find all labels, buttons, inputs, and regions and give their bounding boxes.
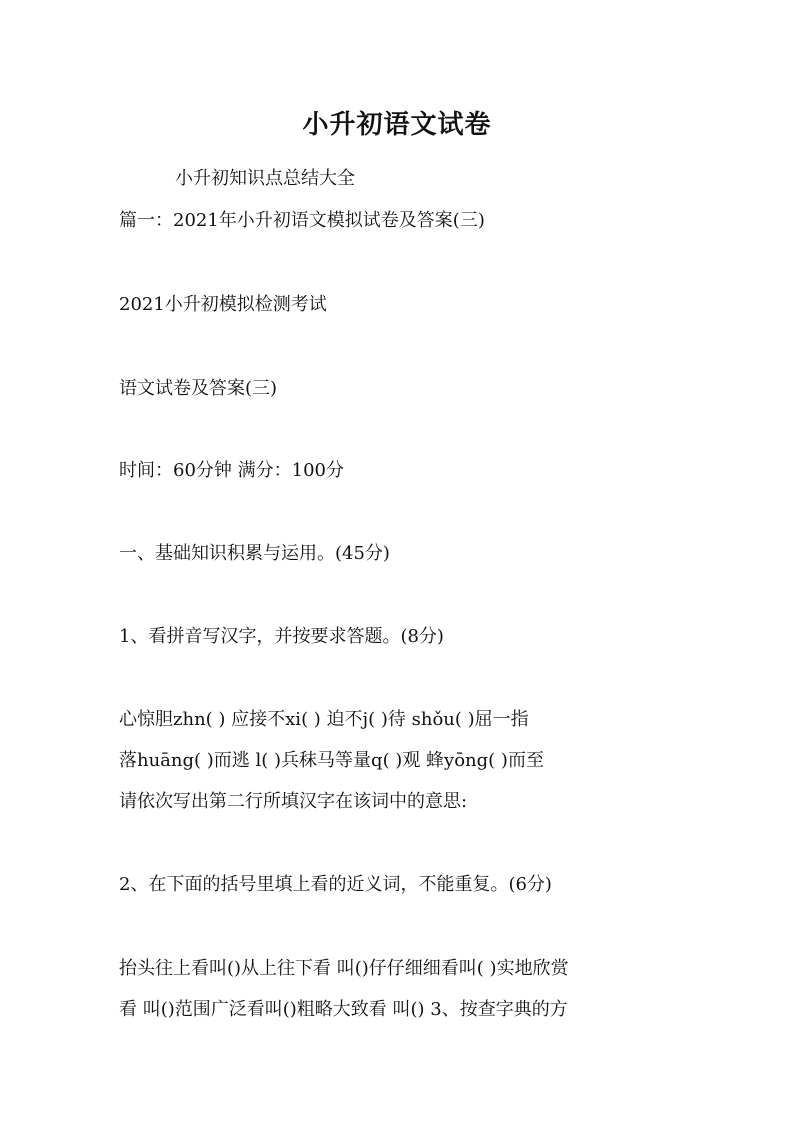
question-2: 2、在下面的括号里填上看的近义词，不能重复。(6分) bbox=[119, 874, 552, 895]
time-score: 时间：60分钟 满分：100分 bbox=[119, 460, 344, 481]
q2-line-2: 看 叫()范围广泛看叫()粗略大致看 叫() 3、按查字典的方 bbox=[119, 999, 568, 1020]
q1-instruction: 请依次写出第二行所填汉字在该词中的意思: bbox=[119, 791, 468, 812]
exam-name: 2021小升初模拟检测考试 bbox=[119, 294, 327, 315]
q2-line-1: 抬头往上看叫()从上往下看 叫()仔仔细细看叫( )实地欣赏 bbox=[119, 958, 569, 979]
section-heading: 一、基础知识积累与运用。(45分) bbox=[119, 543, 390, 564]
q1-pinyin-line-1: 心惊胆zhn( ) 应接不xi( ) 迫不j( )待 shǒu( )屈一指 bbox=[119, 709, 529, 730]
subtitle: 小升初知识点总结大全 bbox=[175, 168, 355, 189]
page-title: 小升初语文试卷 bbox=[302, 110, 492, 140]
q1-pinyin-line-2: 落huāng( )而逃 l( )兵秣马等量q( )观 蜂yōng( )而至 bbox=[119, 750, 544, 771]
article-heading: 篇一：2021年小升初语文模拟试卷及答案(三) bbox=[119, 210, 485, 231]
question-1: 1、看拼音写汉字，并按要求答题。(8分) bbox=[119, 626, 444, 647]
paper-name: 语文试卷及答案(三) bbox=[119, 378, 278, 399]
